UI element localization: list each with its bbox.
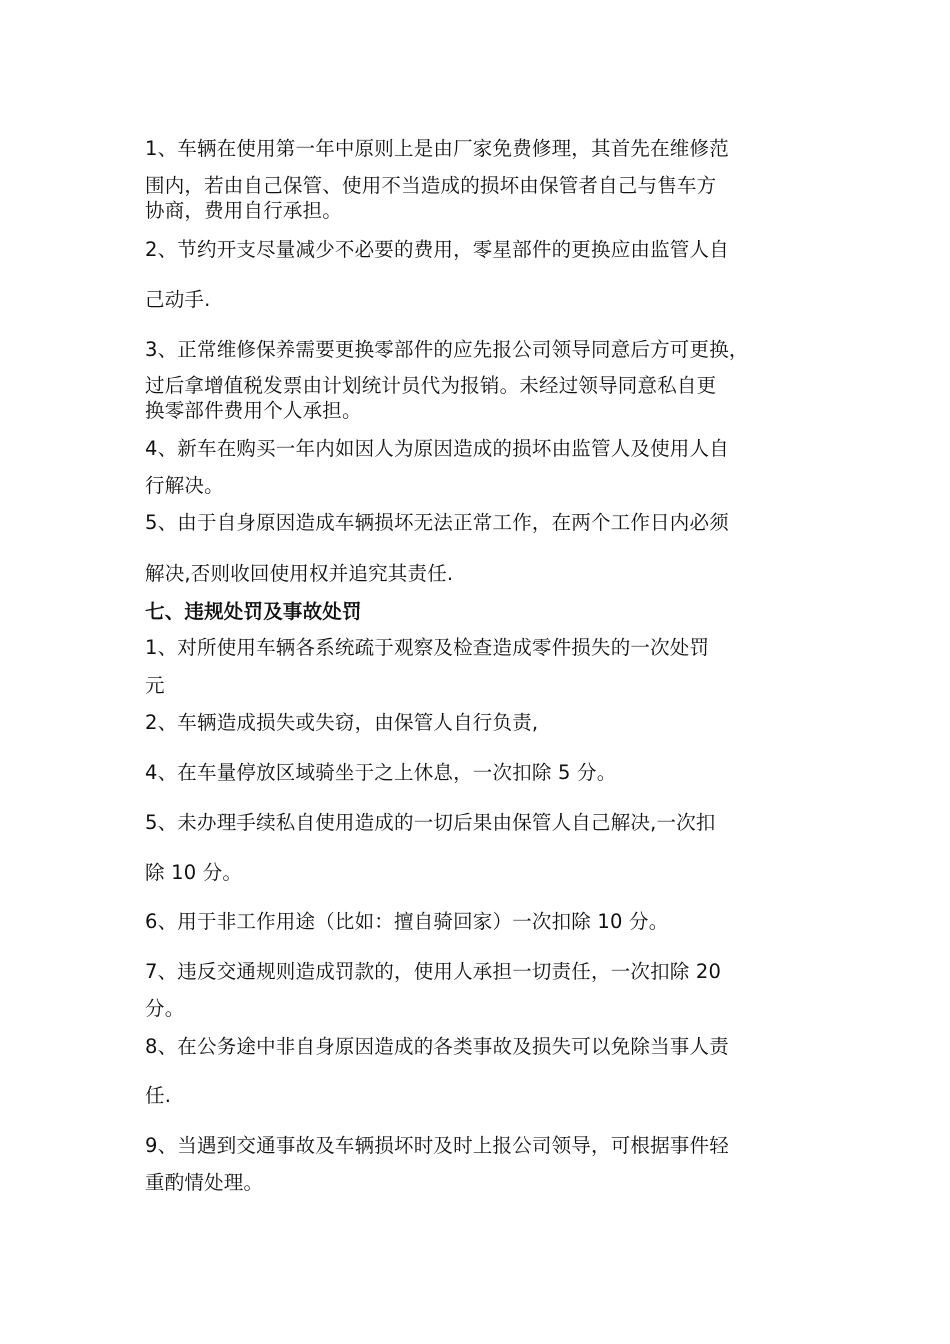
text-line: 6、用于非工作用途（比如：擅自骑回家）一次扣除 10 分。 <box>145 910 669 933</box>
text-line: 协商，费用自行承担。 <box>145 199 343 222</box>
text-line: 7、违反交通规则造成罚款的，使用人承担一切责任，一次扣除 20 <box>145 960 722 983</box>
section-heading: 七、违规处罚及事故处罚 <box>145 600 362 623</box>
text-line: 2、节约开支尽量减少不必要的费用，零星部件的更换应由监管人自 <box>145 238 729 261</box>
text-line: 4、在车量停放区域骑坐于之上休息，一次扣除 5 分。 <box>145 761 617 784</box>
text-line: 行解决。 <box>145 474 224 497</box>
text-line: 5、由于自身原因造成车辆损坏无法正常工作，在两个工作日内必须 <box>145 511 729 534</box>
text-line: 5、未办理手续私自使用造成的一切后果由保管人自己解决,一次扣 <box>145 811 716 834</box>
text-line: 己动手. <box>145 288 211 311</box>
text-line: 重酌情处理。 <box>145 1171 264 1194</box>
text-line: 过后拿增值税发票由计划统计员代为报销。未经过领导同意私自更 <box>145 374 717 397</box>
text-line: 除 10 分。 <box>145 861 243 884</box>
text-line: 2、车辆造成损失或失窃，由保管人自行负责, <box>145 711 539 734</box>
text-line: 3、正常维修保养需要更换零部件的应先报公司领导同意后方可更换， <box>145 338 749 361</box>
text-line: 围内，若由自己保管、使用不当造成的损坏由保管者自己与售车方 <box>145 174 717 197</box>
text-line: 9、当遇到交通事故及车辆损坏时及时上报公司领导，可根据事件轻 <box>145 1134 729 1157</box>
text-line: 8、在公务途中非自身原因造成的各类事故及损失可以免除当事人责 <box>145 1035 729 1058</box>
text-line: 1、对所使用车辆各系统疏于观察及检查造成零件损失的一次处罚 <box>145 636 710 659</box>
text-line: 元 <box>145 674 165 697</box>
text-line: 任. <box>145 1084 172 1107</box>
text-line: 解决,否则收回使用权并追究其责任. <box>145 562 454 585</box>
text-line: 分。 <box>145 997 185 1020</box>
text-line: 4、新车在购买一年内如因人为原因造成的损坏由监管人及使用人自 <box>145 437 729 460</box>
text-line: 换零部件费用个人承担。 <box>145 399 362 422</box>
text-line: 1、车辆在使用第一年中原则上是由厂家免费修理，其首先在维修范 <box>145 137 729 160</box>
